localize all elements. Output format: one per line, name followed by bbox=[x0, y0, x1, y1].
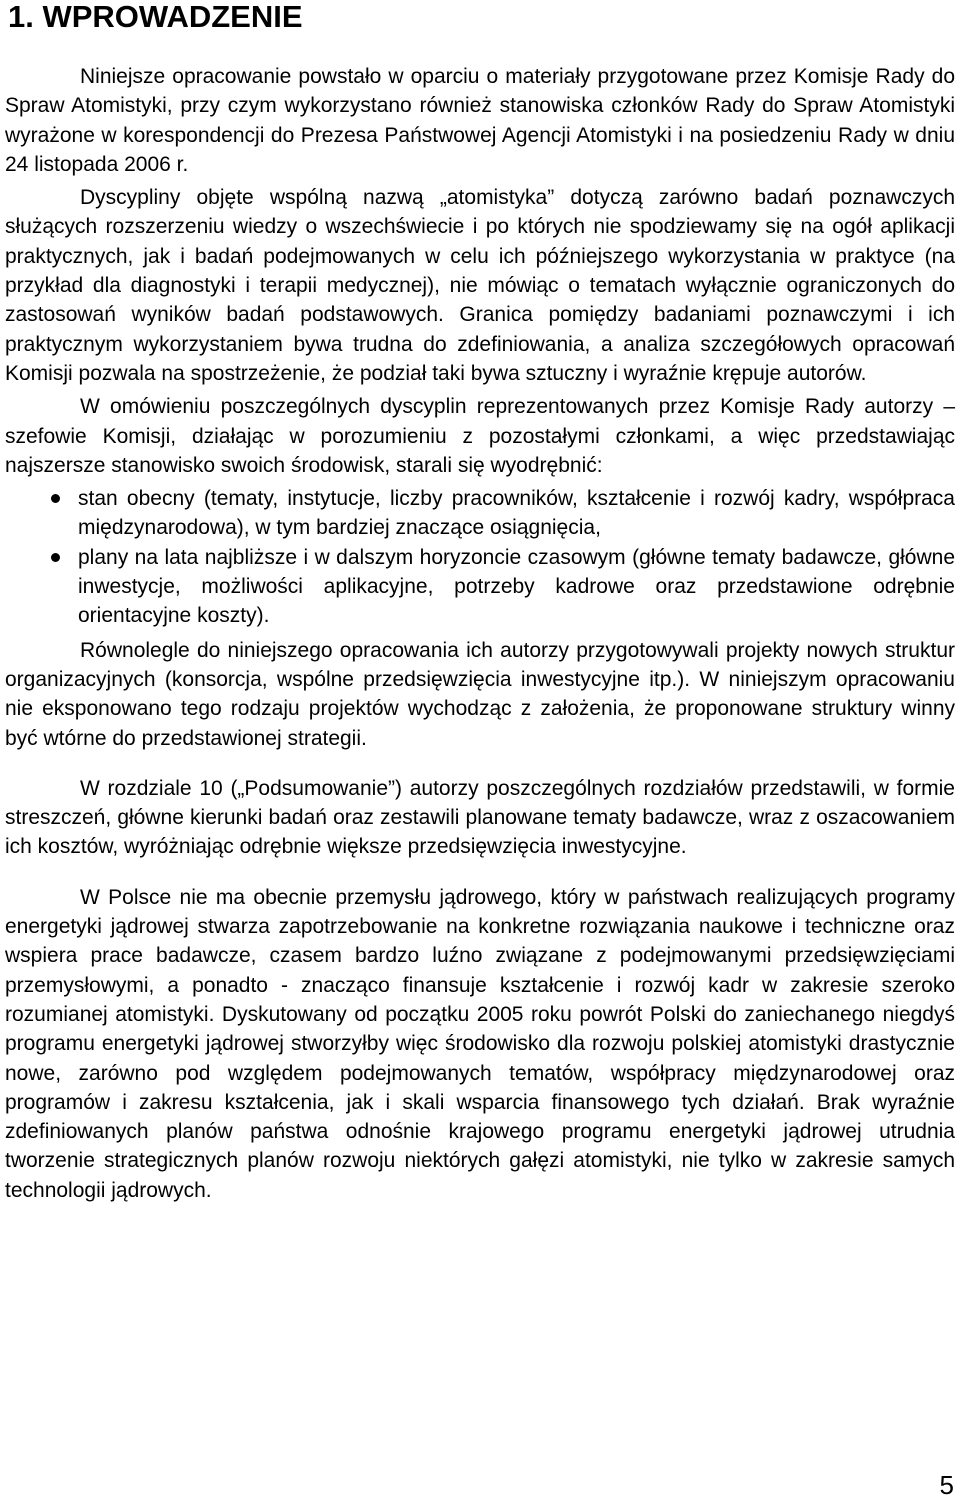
bullet-item-current-state bbox=[5, 484, 955, 543]
paragraph-structures: Równolegle do niniejszego opracowania ich autorzy przygotowywali projekty nowych struktur organizacyjnych (konsorcja, wspólne przedsięwzięcia inwestycyjne itp.). W niniejszym opracowaniu nie eksponowano tego rodzaju projektów wychodząc z założenia, że proponowane struktury winny być wtórne do przedstawionej strategii. bbox=[5, 638, 955, 750]
bullet-item-plans bbox=[5, 543, 955, 631]
paragraph-nuclear-industry: W Polsce nie ma obecnie przemysłu jądrowego, który w państwach realizujących programy energetyki jądrowej stwarza zapotrzebowanie na konkretne rozwiązania naukowe i techniczne oraz wspiera prace badawcze, czasem bardzo luźno związane z podejmowanymi przedsięwzięciami przemysłowymi, a ponadto - znacząco finansuje kształcenie i rozwój kadr w zakresie szeroko rozumianej atomistyki. Dyskutowany od początku 2005 roku powrót Polski do zaniechanego niegdyś programu energetyki jądrowej stworzyłby więc środowisko dla rozwoju polskiej atomistyki drastycznie nowe, zarówno pod względem podejmowanych tematów, współpracy międzynarodowej oraz programów i zakresu kształcenia, jak i skali wsparcia finansowego tych działań. Brak wyraźnie zdefiniowanych planów państwa odnośnie krajowego programu energetyki jądrowej utrudnia tworzenie strategicznych planów rozwoju niektórych gałęzi atomistyki, nie tylko w zakresie samych technologii jądrowych. bbox=[5, 885, 955, 1202]
paragraph-commissions: W omówieniu poszczególnych dyscyplin reprezentowanych przez Komisje Rady autorzy – szefowie Komisji, działając w porozumieniu z pozostałymi członkami, a więc przedstawiając najszersze stanowisko swoich środowisk, starali się wyodrębnić: bbox=[5, 395, 955, 477]
paragraph-intro: Niniejsze opracowanie powstało w oparciu o materiały przygotowane przez Komisje Rady do Spraw Atomistyki, przy czym wykorzystano również stanowiska członków Rady do Spraw Atomistyki wyrażone w korespondencji do Prezesa Państwowej Agencji Atomistyki i na posiedzeniu Rady w dniu 24 listopada 2006 r. bbox=[5, 65, 955, 176]
bullet-icon bbox=[51, 553, 60, 562]
bullet-text: stan obecny (tematy, instytucje, liczby pracowników, kształcenie i rozwój kadry, współpraca międzynarodowa), w tym bardziej znaczące osiągnięcia, bbox=[78, 487, 955, 540]
page-number: 5 bbox=[939, 1470, 954, 1500]
bullet-text: plany na lata najbliższe i w dalszym horyzoncie czasowym (główne tematy badawcze, główne inwestycje, możliwości aplikacyjne, potrzeby kadrowe oraz przedstawione odrębnie orientacyjne koszty). bbox=[78, 545, 955, 628]
bullet-list bbox=[5, 484, 955, 630]
section-heading: 1. WPROWADZENIE bbox=[8, 0, 303, 34]
bullet-icon bbox=[51, 494, 60, 503]
paragraph-disciplines: Dyscypliny objęte wspólną nazwą „atomistyka” dotyczą zarówno badań poznawczych służących rozszerzeniu wiedzy o wszechświecie i po których nie spodziewamy się na ogół aplikacji praktycznych, jak i badań podejmowanych w celu ich późniejszego wykorzystania w praktyce (na przykład dla diagnostyki i terapii medycznej), nie mówiąc o tematach wyłącznie ograniczonych do zastosowań wyników badań podstawowych. Granica pomiędzy badaniami poznawczymi i ich praktycznym wykorzystaniem bywa trudna do zdefiniowania, a analiza szczegółowych opracowań Komisji pozwala na spostrzeżenie, że podział taki bywa sztuczny i wyraźnie krępuje autorów. bbox=[5, 186, 955, 385]
document-body bbox=[5, 62, 955, 1205]
paragraph-summary-chapter: W rozdziale 10 („Podsumowanie”) autorzy poszczególnych rozdziałów przedstawili, w formie streszczeń, główne kierunki badań oraz zestawili planowane tematy badawcze, wraz z oszacowaniem ich kosztów, wyróżniając odrębnie większe przedsięwzięcia inwestycyjne. bbox=[5, 776, 955, 859]
